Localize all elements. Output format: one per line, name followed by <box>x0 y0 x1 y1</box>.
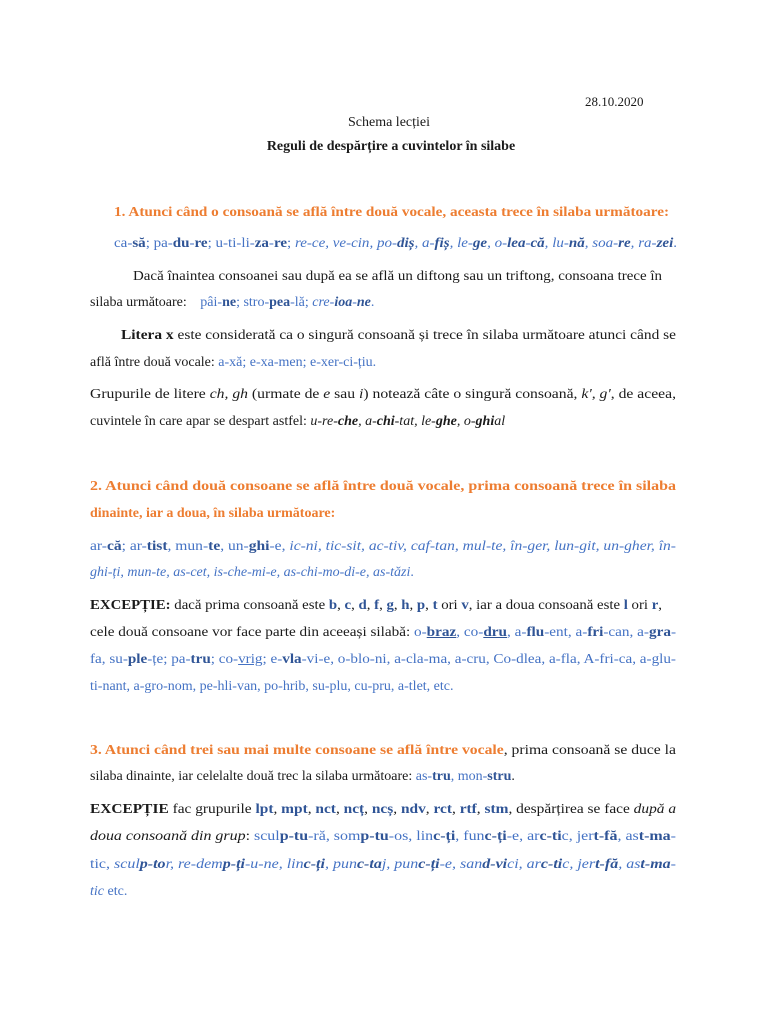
rule1-x-bold: Litera x <box>121 328 174 343</box>
rule2-examples-line2: ghi-ți, mun-te, as-cet, is-che-mi-e, as-chi-mo-di-e, as-tăzi. <box>90 565 414 580</box>
rule3-heading-line2: silaba dinainte, iar celelalte două trec la silaba următoare: as-tru, mon-stru. <box>90 769 515 784</box>
rule2-exception-line3: fa, su-ple-țe; pa-tru; co-vrig; e-vla-vi-e, o-blo-ni, a-cla-ma, a-cru, Co-dlea, a-fla, A-fri-ca, a-glu- <box>90 652 676 667</box>
main-title: Reguli de despărțire a cuvintelor în silabe <box>266 139 516 154</box>
rule1-diphthong-text: Dacă înaintea consoanei sau după ea se află un diftong sau un triftong, consoana trece în <box>133 269 662 284</box>
rule3-exception-line4: tic etc. <box>90 884 128 899</box>
rule1-x-examples: a-xă; e-xa-men; e-xer-ci-țiu. <box>218 355 377 370</box>
rule3-exception-line3: tic, sculp-tor, re-demp-ți-u-ne, linc-ți, punc-taj, punc-ți-e, sand-vici, arc-tic, jert-fă, ast-ma- <box>90 857 677 872</box>
rule1-heading: 1. Atunci când o consoană se află între două vocale, aceasta trece în silaba următoare: <box>114 205 670 220</box>
rule1-x-text2: află între două vocale: <box>90 355 219 370</box>
rule1-examples: ca-să; pa-du-re; u-ti-li-za-re; re-ce, ve-cin, po-diș, a-fiș, le-ge, o-lea-că, lu-nă, soa-re, ra-zei. <box>114 236 678 251</box>
rule1-diphthong-lead: silaba următoare: <box>90 295 187 310</box>
rule3-exception-line1: EXCEPȚIE fac grupurile lpt, mpt, nct, ncț, ncș, ndv, rct, rtf, stm, despărțirea se face după a <box>90 802 677 817</box>
rule2-heading-line1: 2. Atunci când două consoane se află între două vocale, prima consoană trece în silaba <box>90 479 676 494</box>
rule2-examples-line1: ar-că; ar-tist, mun-te, un-ghi-e, ic-ni, tic-sit, ac-tiv, caf-tan, mul-te, în-ger, lun-git, un-gher, în- <box>90 539 676 554</box>
lesson-title: Schema lecției <box>347 115 431 130</box>
rule3-exception-line2: doua consoană din grup: sculp-tu-ră, somp-tu-os, linc-ți, func-ți-e, arc-tic, jert-fă, ast-ma- <box>90 829 676 844</box>
rule1-ch-line1: Grupurile de litere ch, gh (urmate de e sau i) notează câte o singură consoană, k', g', de aceea, <box>90 387 677 402</box>
rule2-exception-label: EXCEPȚIE: <box>90 598 171 613</box>
rule2-exception-line4: ti-nant, a-gro-nom, pe-hli-van, po-hrib, su-plu, cu-pru, a-tlet, etc. <box>90 679 454 694</box>
rule1-ch-line2: cuvintele în care apar se despart astfel: u-re-che, a-chi-tat, le-ghe, o-ghial <box>90 414 506 429</box>
rule2-exception-line1: dacă prima consoană este b, c, d, f, g, h, p, t ori v, iar a doua consoană este l ori r, <box>170 598 662 613</box>
rule1-diphthong-examples: pâi-ne; stro-pea-lă; cre-ioa-ne. <box>200 295 375 310</box>
rule2-heading-line2: dinainte, iar a doua, în silaba următoare: <box>90 506 336 521</box>
date: 28.10.2020 <box>585 94 644 109</box>
rule2-exception-line2: cele două consoane vor face parte din aceeași silabă: o-braz, co-dru, a-flu-ent, a-fri-can, a-gra- <box>90 625 677 640</box>
rule1-x-text1: este considerată ca o singură consoană și trece în silaba următoare atunci când se <box>173 328 676 343</box>
rule3-heading-line1: 3. Atunci când trei sau mai multe consoane se află între vocale, prima consoană se duce la <box>90 743 677 758</box>
